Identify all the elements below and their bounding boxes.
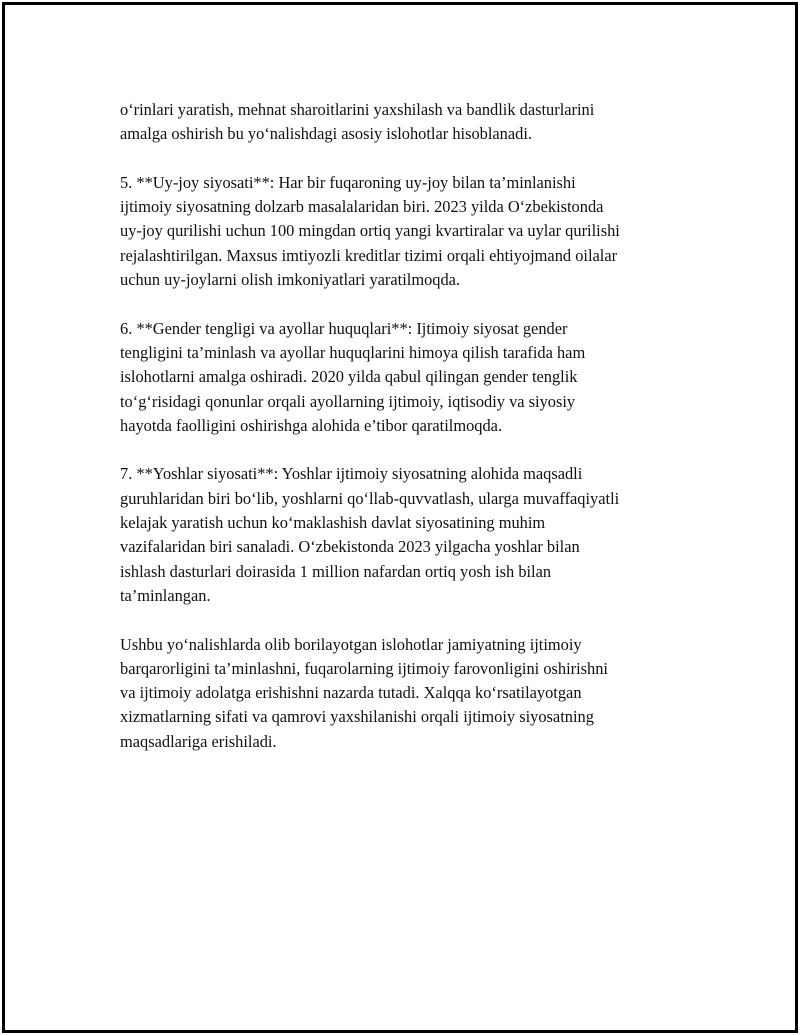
text-line: o‘rinlari yaratish, mehnat sharoitlarini yaxshilash va bandlik dasturlarini — [120, 100, 595, 119]
text-line: 7. **Yoshlar siyosati**: Yoshlar ijtimoiy siyosatning alohida maqsadli — [120, 464, 583, 484]
text-line: amalga oshirish bu yo‘nalishdagi asosiy islohotlar hisoblanadi. — [120, 124, 532, 144]
text-line: tengligini ta’minlash va ayollar huquqlarini himoya qilish tarafida ham — [120, 342, 586, 362]
paragraph-conclusion — [120, 633, 680, 754]
text-line: vazifalaridan biri sanaladi. O‘zbekistonda 2023 yilgacha yoshlar bilan — [120, 537, 580, 557]
text-line: 6. **Gender tengligi va ayollar huquqlari**: Ijtimoiy siyosat gender — [120, 318, 568, 338]
text-line: kelajak yaratish uchun ko‘maklashish davlat siyosatining muhim — [120, 513, 546, 533]
paragraph-gender-equality — [120, 317, 680, 438]
paragraph-youth-policy — [120, 462, 680, 608]
text-line: barqarorligini ta’minlashni, fuqarolarning ijtimoiy farovonligini oshirishni — [120, 658, 608, 678]
text-line: uy-joy qurilishi uchun 100 mingdan ortiq yangi kvartiralar va uylar qurilishi — [120, 221, 620, 241]
text-line: to‘g‘risidagi qonunlar orqali ayollarning ijtimoiy, iqtisodiy va siyosiy — [120, 391, 576, 411]
text-line: uchun uy-joylarni olish imkoniyatlari yaratilmoqda. — [120, 270, 461, 290]
text-line: ishlash dasturlari doirasida 1 million nafardan ortiq yosh ish bilan — [120, 561, 552, 581]
text-line: ijtimoiy siyosatning dolzarb masalalaridan biri. 2023 yilda O‘zbekistonda — [120, 197, 604, 217]
document-page — [2, 2, 798, 1033]
paragraph-employment-continuation — [120, 98, 680, 147]
text-line: ta’minlangan. — [120, 585, 211, 605]
text-line: islohotlarni amalga oshiradi. 2020 yilda qabul qilingan gender tenglik — [120, 367, 578, 387]
paragraph-housing-policy — [120, 171, 680, 292]
document-body — [120, 98, 680, 754]
text-line: xizmatlarning sifati va qamrovi yaxshilanishi orqali ijtimoiy siyosatning — [120, 707, 594, 727]
text-line: rejalashtirilgan. Maxsus imtiyozli kreditlar tizimi orqali ehtiyojmand oilalar — [120, 245, 618, 265]
text-line: maqsadlariga erishiladi. — [120, 731, 277, 751]
text-line: hayotda faolligini oshirishga alohida e’tibor qaratilmoqda. — [120, 415, 503, 435]
text-line: 5. **Uy-joy siyosati**: Har bir fuqaroning uy-joy bilan ta’minlanishi — [120, 172, 576, 192]
text-line: Ushbu yo‘nalishlarda olib borilayotgan islohotlar jamiyatning ijtimoiy — [120, 634, 582, 654]
text-line: va ijtimoiy adolatga erishishni nazarda tutadi. Xalqqa ko‘rsatilayotgan — [120, 683, 582, 703]
text-line: guruhlaridan biri bo‘lib, yoshlarni qo‘llab-quvvatlash, ularga muvaffaqiyatli — [120, 488, 620, 508]
